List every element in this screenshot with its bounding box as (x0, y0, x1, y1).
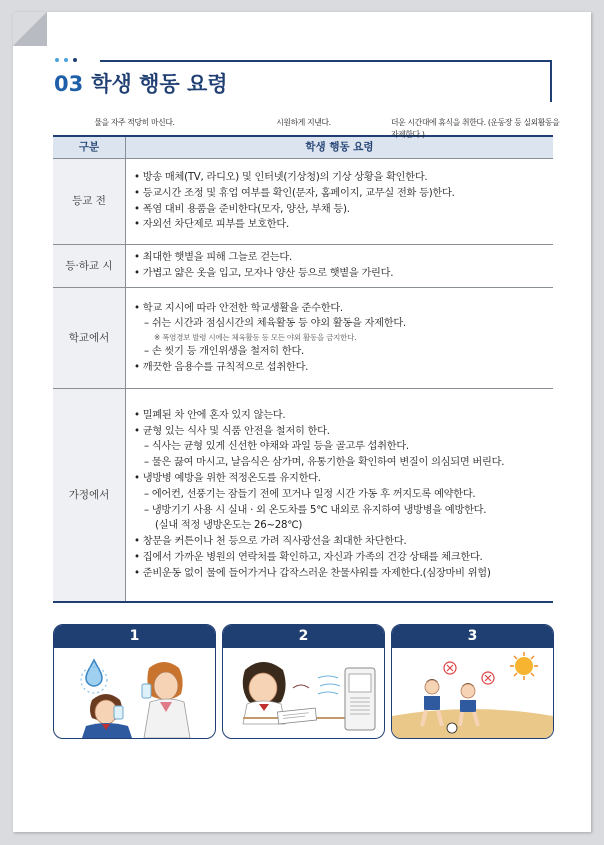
guideline-line: • 균형 있는 식사 및 식품 안전을 철저히 한다. (134, 425, 330, 437)
title-rule (100, 60, 552, 62)
drinking-water-illustration (54, 648, 215, 738)
tip-card-number: 2 (223, 625, 384, 648)
section-title-text: 학생 행동 요령 (91, 72, 228, 96)
guideline-subline: – 에어컨, 선풍기는 잠들기 전에 꼬거나 일정 시간 가동 후 꺼지도록 예약한다. (144, 488, 476, 500)
tip-card-1 (53, 624, 216, 739)
behavior-table (53, 135, 553, 603)
category-cell: 학교에서 (53, 288, 126, 389)
guideline-subline: – 물은 끓여 마시고, 날음식은 삼가며, 유통기한을 확인하여 변질이 의심되면 버린다. (144, 457, 505, 469)
table-row-commute (53, 245, 553, 288)
guideline-line: • 폭염 대비 용품을 준비한다(모자, 양산, 부채 등). (134, 203, 350, 215)
guideline-cell (126, 288, 554, 389)
title-rule-tick (550, 60, 552, 102)
guideline-subline: – 냉방기기 사용 시 실내 · 외 온도차를 5℃ 내외로 유지하여 냉방병을 예방한다. (144, 504, 487, 516)
section-number: 03 (54, 72, 84, 96)
tip-card-2-caption: 시원하게 지낸다. (276, 118, 331, 127)
tip-card-3 (391, 624, 554, 739)
avoid-outdoor-activity-illustration (392, 648, 553, 738)
guideline-subline: – 식사는 균형 있게 신선한 야채와 과일 등을 골고루 섭취한다. (144, 441, 409, 453)
guideline-cell (126, 389, 554, 602)
category-cell: 가정에서 (53, 389, 126, 602)
guideline-subline-continued: (실내 적정 냉방온도는 26~28℃) (155, 520, 303, 532)
table-row-before-school (53, 159, 553, 245)
header-guidelines: 학생 행동 요령 (126, 136, 554, 159)
caption-line: 자제한다.) (391, 129, 425, 139)
table-row-at-school (53, 288, 553, 389)
guideline-line: • 가볍고 얇은 옷을 입고, 모자나 양산 등으로 햇볕을 가린다. (134, 268, 394, 279)
guideline-note: ※ 폭염경보 발령 시에는 체육활동 등 모든 야외 활동을 금지한다. (154, 333, 357, 343)
guideline-line: • 방송 매체(TV, 라디오) 및 인터넷(기상청)의 기상 상황을 확인한다. (134, 171, 428, 183)
tip-card-3-caption (391, 117, 560, 140)
guideline-line: • 등교시간 조정 및 휴업 여부를 확인(문자, 홈페이지, 교무실 전화 등)한다. (134, 187, 455, 199)
guideline-line: • 창문을 커튼이나 천 등으로 가려 직사광선을 최대한 차단한다. (134, 536, 407, 548)
tip-card-number: 1 (54, 625, 215, 648)
category-cell: 등·하교 시 (53, 245, 126, 288)
guideline-line: • 최대한 햇볕을 피해 그늘로 걷는다. (134, 252, 292, 264)
section-title (54, 68, 228, 98)
tip-card-1-caption: 물을 자주 적당히 마신다. (94, 118, 175, 127)
tip-card-number: 3 (392, 625, 553, 648)
title-dots (55, 58, 77, 62)
guideline-line: • 냉방병 예방을 위한 적정온도를 유지한다. (134, 473, 321, 485)
guideline-cell (126, 159, 554, 245)
tip-card-2 (222, 624, 385, 739)
guideline-line: • 자외선 차단제로 피부를 보호한다. (134, 219, 289, 231)
table-row-at-home (53, 389, 553, 602)
guideline-line: • 밀폐된 차 안에 혼자 있지 않는다. (134, 409, 286, 421)
page-fold-corner (13, 12, 47, 46)
guideline-cell (126, 245, 554, 288)
cool-indoors-illustration (223, 648, 384, 738)
guideline-line: • 집에서 가까운 병원의 연락처를 확인하고, 자신과 가족의 건강 상태를 체크한다. (134, 552, 483, 564)
category-cell: 등교 전 (53, 159, 126, 245)
header-category: 구분 (53, 136, 126, 159)
guideline-line: • 깨끗한 음용수를 규칙적으로 섭취한다. (134, 361, 309, 373)
guideline-subline: – 쉬는 시간과 점심시간의 체육활동 등 야외 활동을 자제한다. (144, 318, 406, 330)
guideline-line: • 준비운동 없이 물에 들어가거나 갑작스러운 찬물샤워를 자제한다.(심장마비 위험) (134, 567, 491, 579)
caption-line: 더운 시간대에 휴식을 취한다. (운동장 등 실외활동을 (391, 118, 560, 127)
guideline-subline: – 손 씻기 등 개인위생을 철저히 한다. (144, 345, 305, 357)
guideline-line: • 학교 지시에 따라 안전한 학교생활을 준수한다. (134, 302, 343, 314)
